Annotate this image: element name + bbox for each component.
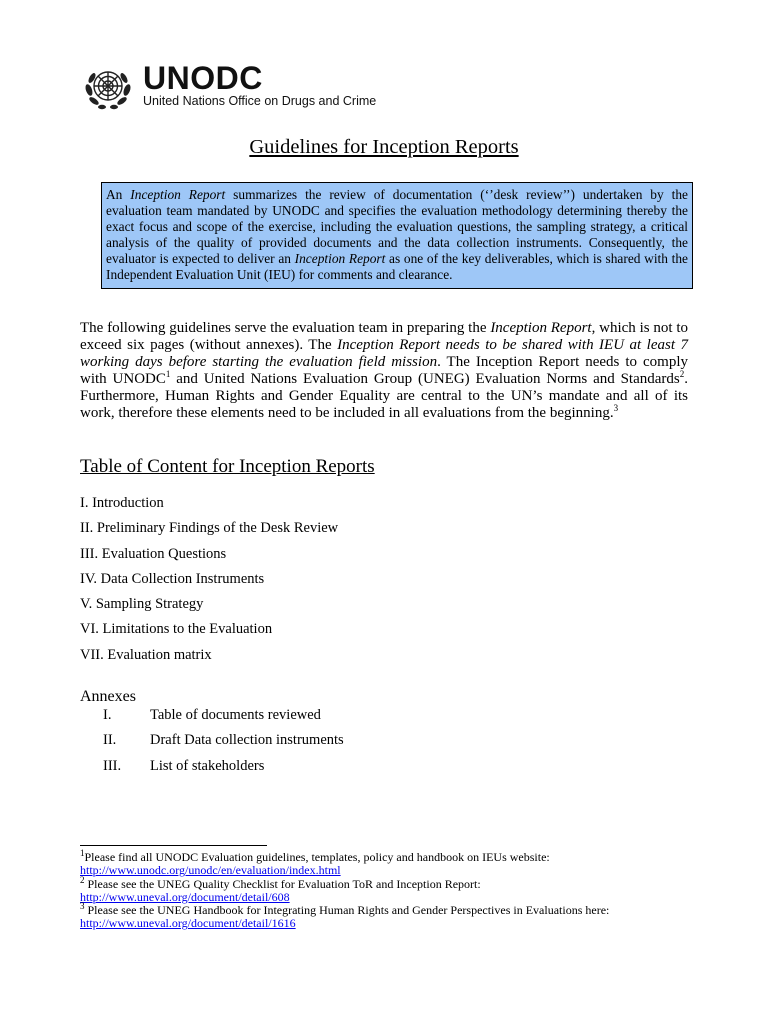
annexes-heading: Annexes xyxy=(80,688,136,705)
summary-term: Inception Report xyxy=(294,251,386,266)
annexes-list xyxy=(103,706,344,782)
toc-item: II. Preliminary Findings of the Desk Review xyxy=(80,520,339,537)
footnote-link[interactable]: http://www.uneval.org/document/detail/608 xyxy=(80,889,290,904)
summary-box: An Inception Report summarizes the review of documentation (‘’desk review’’) undertaken by the evaluation team mandated by UNODC and specifies the evaluation methodology determining thereby the exact focus and scope of the exercise, including the evaluation questions, the sampling strategy, a critical analysis of the quality of provided documents and the data collection instruments. Consequently, the evaluator is expected to deliver an Inception Report as one of the key deliverables, which is shared with the Independent Evaluation Unit (IEU) for comments and clearance. xyxy=(101,182,693,289)
footnotes xyxy=(80,848,700,931)
annex-item: III. List of stakeholders xyxy=(103,757,265,774)
footnote: $^3$ Please see the UNEG Handbook for Integrating Human Rights and Gender Perspectives in Evaluations here: http://www.uneval.org/document/detail/1616 xyxy=(80,901,610,931)
summary-term: Inception Report xyxy=(130,187,226,202)
logo-subtitle: United Nations Office on Drugs and Crime xyxy=(143,94,377,108)
logo-name: UNODC xyxy=(143,60,263,96)
document-title: Guidelines for Inception Reports xyxy=(249,136,519,158)
footnote-ref: 3 xyxy=(613,403,619,413)
toc-item: VII. Evaluation matrix xyxy=(80,646,212,663)
footnote-ref: 1 xyxy=(165,369,171,379)
annex-item: II. Draft Data collection instruments xyxy=(103,732,344,749)
unodc-logo xyxy=(82,60,376,112)
footnote-ref: 2 xyxy=(679,369,685,379)
toc-list xyxy=(80,494,338,671)
toc-item: VI. Limitations to the Evaluation xyxy=(80,621,273,638)
annex-item: I. Table of documents reviewed xyxy=(103,707,321,723)
intro-paragraph: The following guidelines serve the evaluation team in preparing the Inception Report, which is not to exceed six pages (without annexes). The Inception Report needs to be shared with IEU at least 7 working days before starting the evaluation field mission. The Inception Report needs to comply with UNODC$^1$ and United Nations Evaluation Group (UNEG) Evaluation Norms and Standards$^2$. Furthermore, Human Rights and Gender Equality are central to the UN’s mandate and all of its work, therefore these elements need to be included in all evaluations from the beginning.$^3$ xyxy=(80,320,689,421)
footnote-divider xyxy=(80,845,267,846)
toc-item: III. Evaluation Questions xyxy=(80,545,227,562)
toc-item: V. Sampling Strategy xyxy=(80,596,204,613)
toc-heading: Table of Content for Inception Reports xyxy=(80,456,375,477)
footnote: $^1$Please find all UNODC Evaluation guidelines, templates, policy and handbook on IEUs website: http://www.unodc.org/unodc/en/evaluation/index.html xyxy=(80,848,550,878)
toc-item: IV. Data Collection Instruments xyxy=(80,570,265,587)
footnote-link[interactable]: http://www.unodc.org/unodc/en/evaluation/index.html xyxy=(80,863,341,878)
un-emblem-icon xyxy=(82,60,134,112)
toc-item: I. Introduction xyxy=(80,495,164,511)
footnote-link[interactable]: http://www.uneval.org/document/detail/1616 xyxy=(80,916,296,931)
footnote: $^2$ Please see the UNEG Quality Checklist for Evaluation ToR and Inception Report: http://www.uneval.org/document/detail/608 xyxy=(80,874,481,904)
